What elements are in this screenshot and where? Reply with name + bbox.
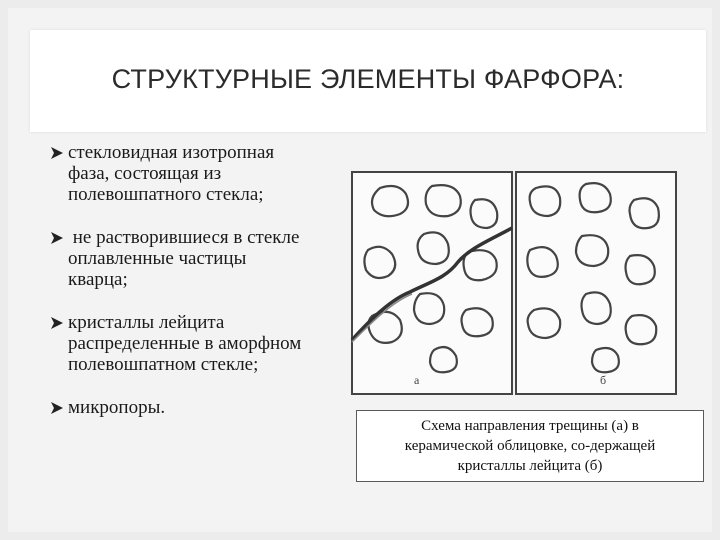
arrow-bullet-icon [50,316,64,330]
bullet-list [48,142,348,440]
bullet-line: оплавленные частицы [68,248,247,269]
bullet-line: фаза, состоящая из [68,163,222,184]
bullet-line: кварца; [68,269,128,290]
bullet-item [48,227,348,290]
bullet-line: стекловидная изотропная [68,142,275,163]
panel-b-label: б [600,373,607,387]
bullet-line: полевошпатном стекле; [68,354,259,375]
caption-line: керамической облицовке, со-держащей [404,438,656,454]
arrow-bullet-icon [50,146,64,160]
bullet-item [48,312,348,375]
panel-b-frame [516,172,676,394]
bullet-line: микропоры. [68,397,166,418]
bullet-item [48,397,348,418]
panel-a-label: а [414,373,420,387]
slide-title: СТРУКТУРНЫЕ ЭЛЕМЕНТЫ ФАРФОРА: [111,64,625,94]
crack-leucite-diagram [350,170,680,400]
figure-caption [356,410,704,482]
caption-line: кристаллы лейцита (б) [457,458,603,474]
bullet-line: кристаллы лейцита [68,312,225,333]
caption-line: Схема направления трещины (а) в [421,418,639,434]
bullet-line: распределенные в аморфном [68,333,302,354]
bullet-item [48,142,348,205]
arrow-bullet-icon [50,231,64,245]
arrow-bullet-icon [50,401,64,415]
title-box [30,30,706,132]
bullet-line: полевошпатного стекла; [68,184,264,205]
bullet-line: не растворившиеся в стекле [68,227,300,248]
